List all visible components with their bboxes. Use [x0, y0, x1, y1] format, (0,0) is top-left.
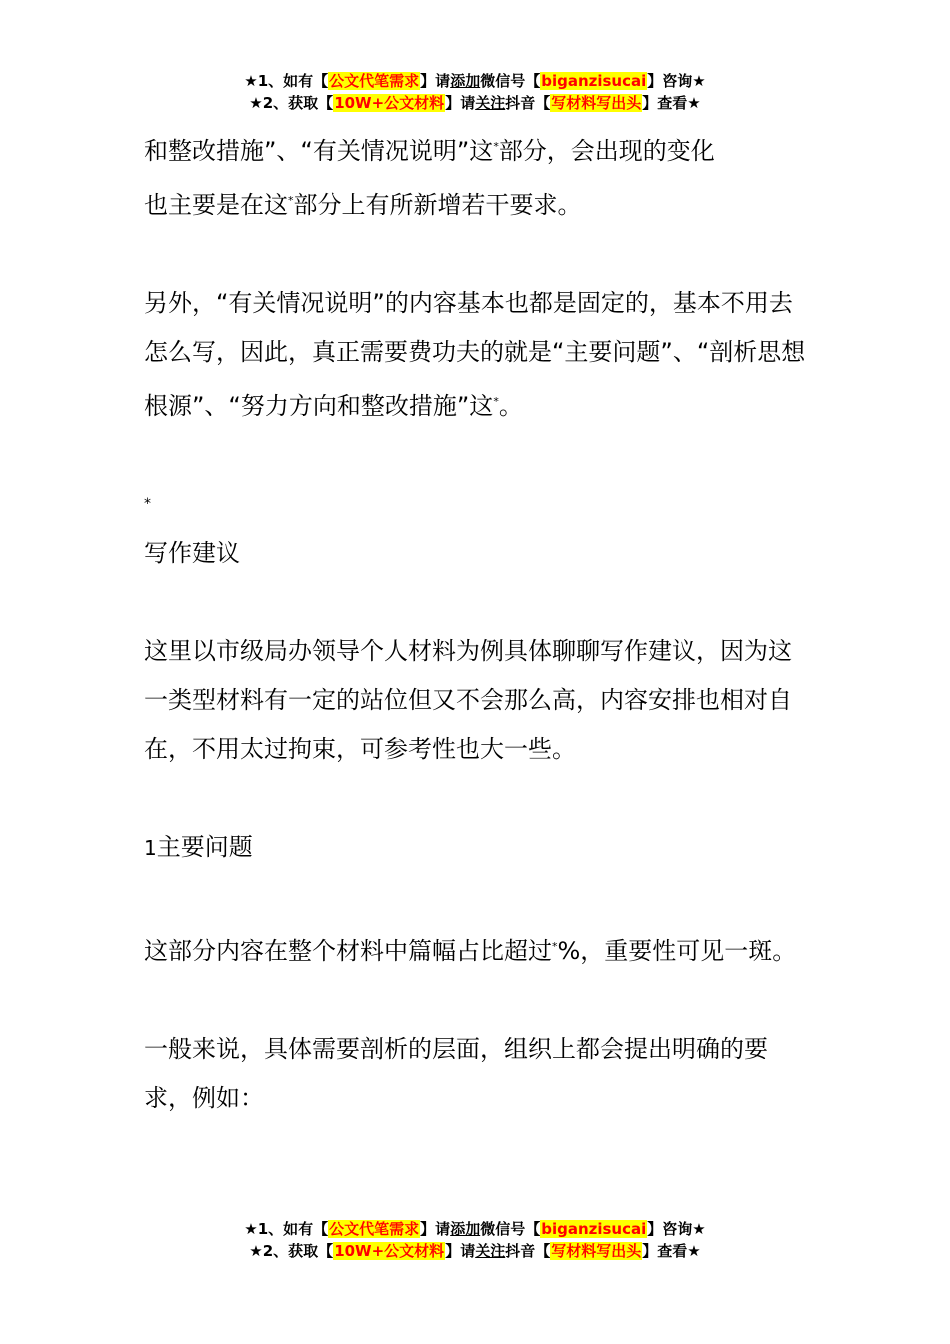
footer-line-2: ★2、获取【10W+公文材料】请关注抖音【写材料写出头】查看★ [249, 1242, 701, 1260]
highlight-wechat-id: biganzisucai [541, 72, 647, 90]
footer-banner [0, 1218, 950, 1262]
footer-line-1: ★1、如有【公文代笔需求】请添加微信号【biganzisucai】咨询★ [244, 1220, 706, 1238]
highlight-materials: 10W+公文材料 [334, 94, 445, 112]
separator-star: * [144, 496, 151, 512]
paragraph-3: 这里以市级局办领导个人材料为例具体聊聊写作建议，因为这一类型材料有一定的站位但又不会那么高，内容安排也相对自在，不用太过拘束，可参考性也大一些。 [144, 637, 792, 763]
highlight-douyin-account: 写材料写出头 [551, 94, 642, 112]
header-banner [0, 70, 950, 114]
header-line-2: ★2、获取【10W+公文材料】请关注抖音【写材料写出头】查看★ [249, 94, 701, 112]
paragraph-5: 一般来说，具体需要剖析的层面，组织上都会提出明确的要求，例如： [144, 1035, 768, 1112]
section-heading: 写作建议 [144, 539, 240, 567]
header-line-1: ★1、如有【公文代笔需求】请添加微信号【biganzisucai】咨询★ [244, 72, 706, 90]
paragraph-4: 这部分内容在整个材料中篇幅占比超过*%，重要性可见一斑。 [144, 937, 797, 965]
document-body [144, 122, 814, 1123]
sub-heading: 1主要问题 [144, 833, 253, 861]
highlight-service: 公文代笔需求 [329, 72, 420, 90]
paragraph-1: 和整改措施”、“有关情况说明”这*部分，会出现的变化 也主要是在这*部分上有所新增若干要求。 [144, 137, 715, 219]
paragraph-2: 另外，“有关情况说明”的内容基本也都是固定的，基本不用去怎么写，因此，真正需要费功夫的就是“主要问题”、“剖析思想根源”、“努力方向和整改措施”这*。 [144, 289, 806, 420]
